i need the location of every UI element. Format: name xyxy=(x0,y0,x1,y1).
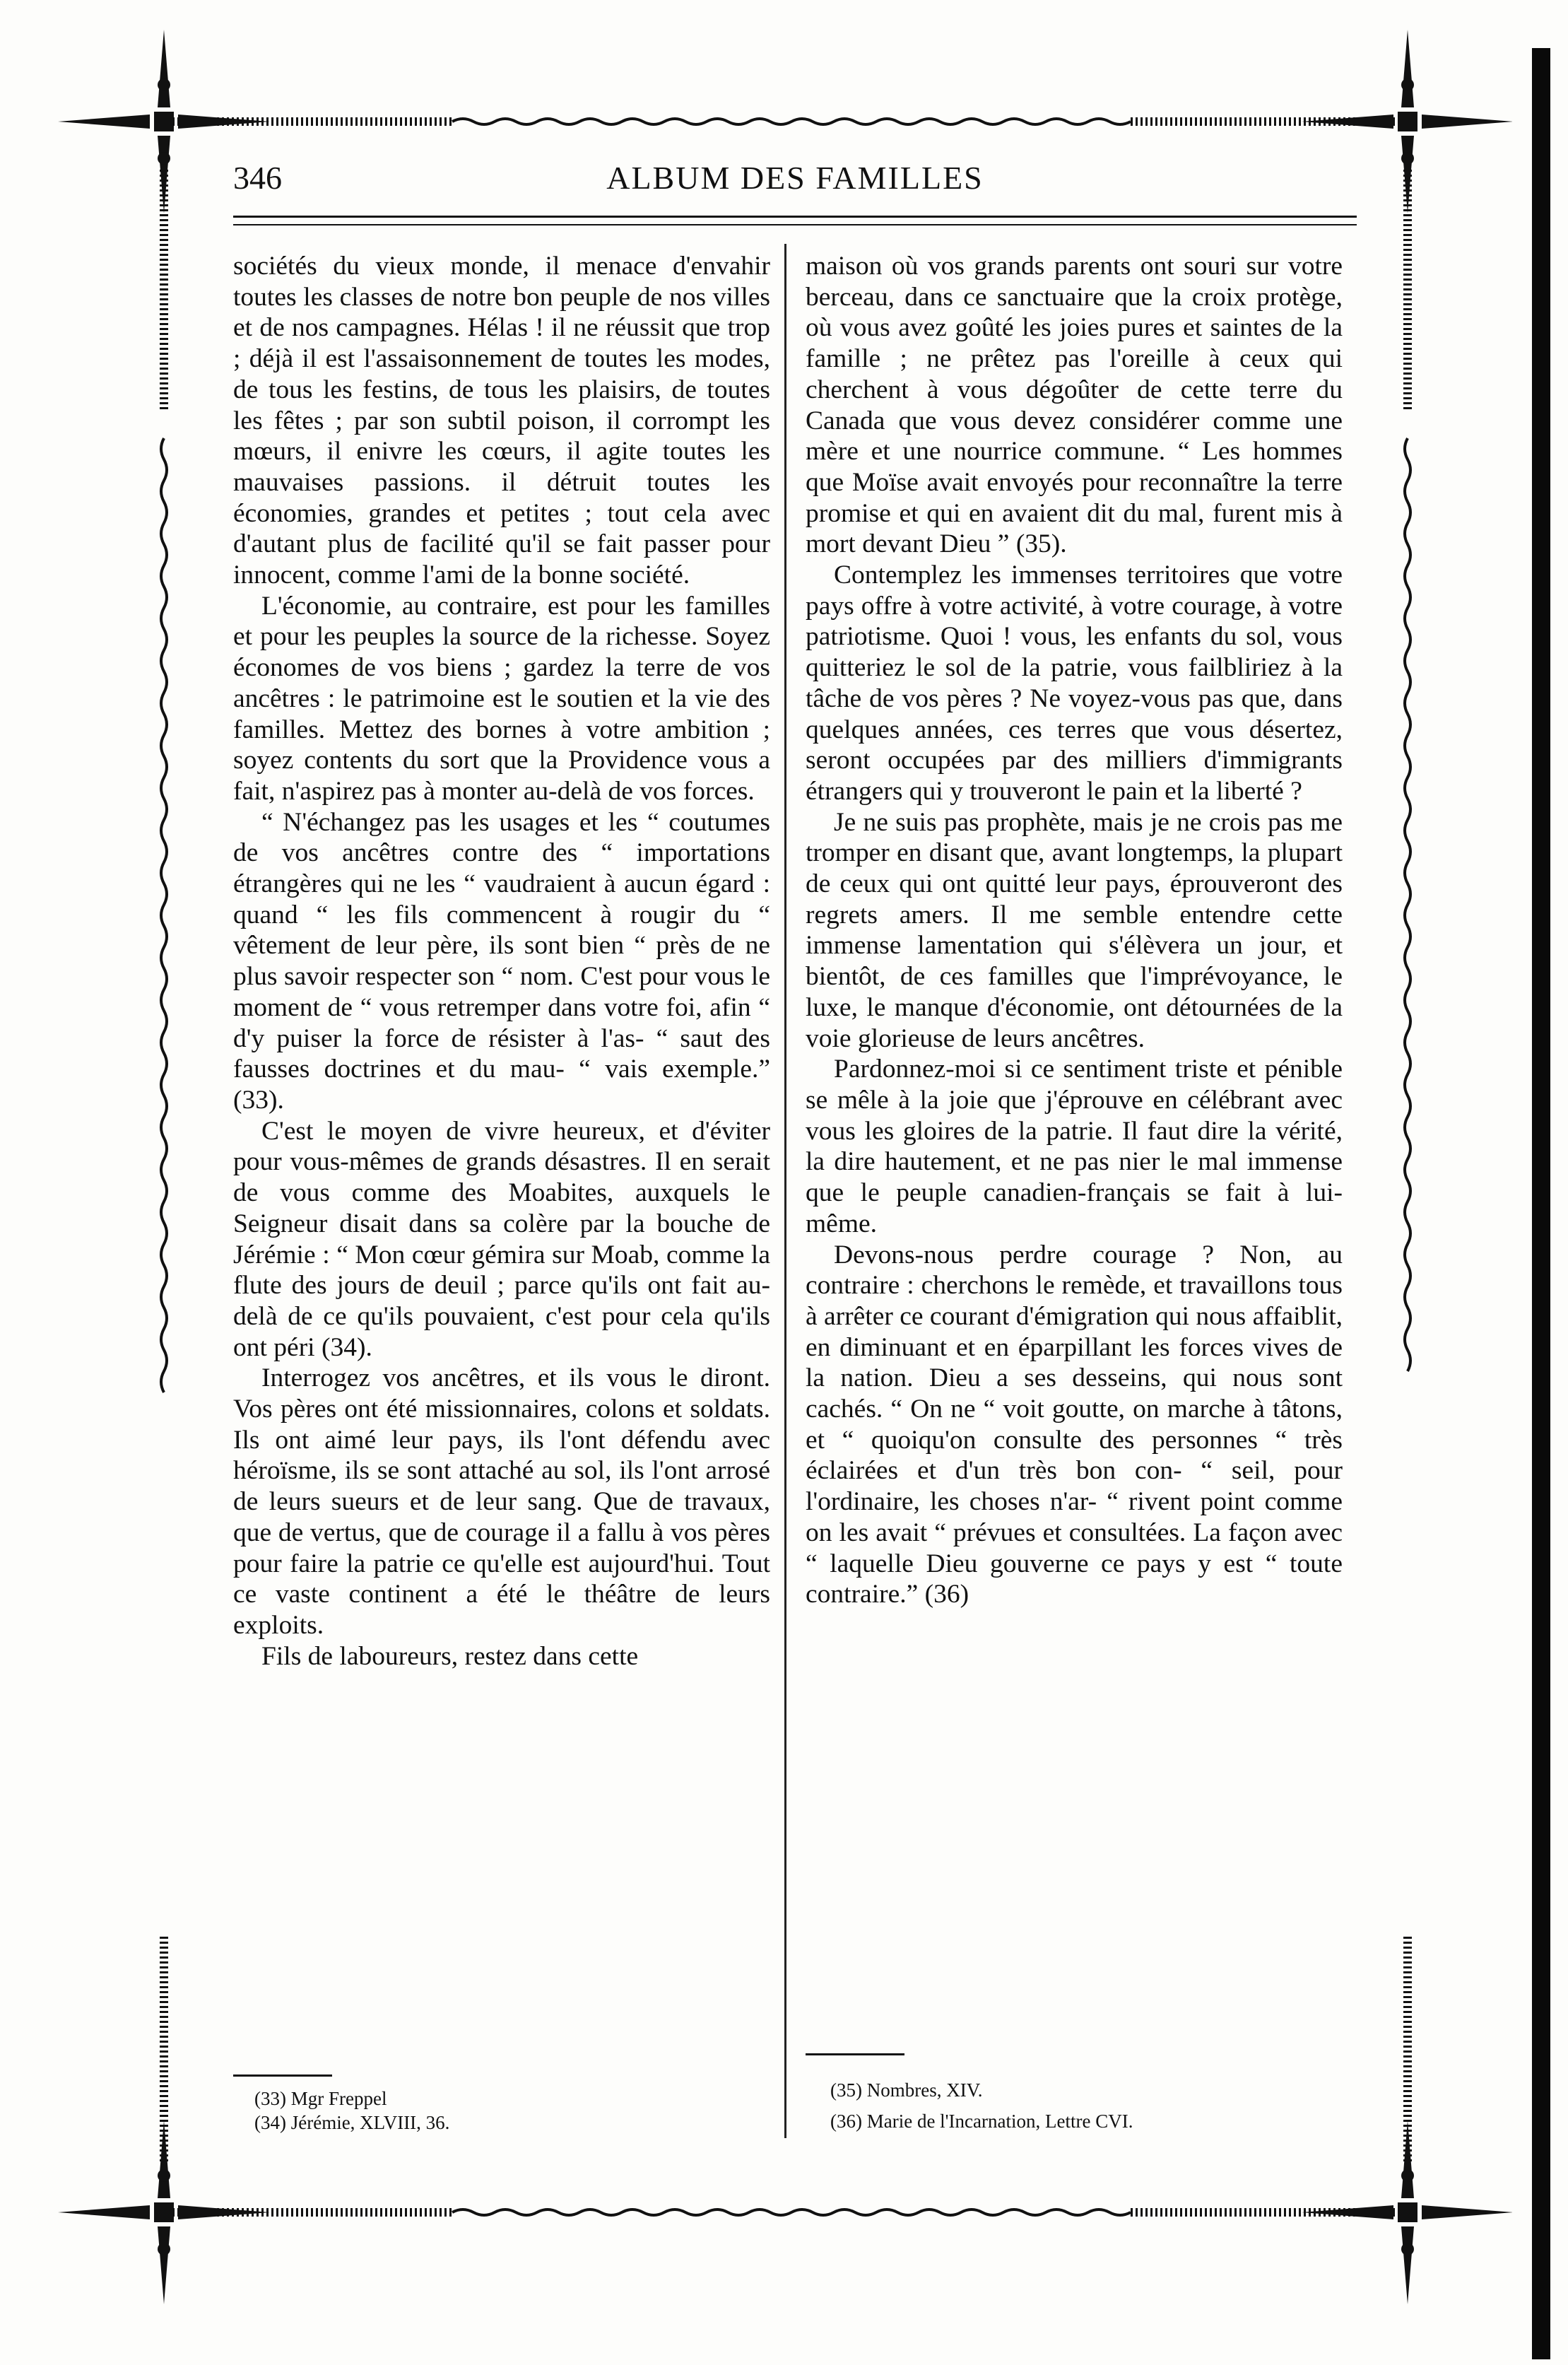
footnotes-left xyxy=(254,2087,449,2135)
footnote-35: (35) Nombres, XIV. xyxy=(830,2079,983,2101)
top-border-rule xyxy=(163,119,1406,124)
corner-ornament-bottom-right xyxy=(1302,2120,1512,2304)
paragraph: L'économie, au contraire, est pour les familles et pour les peuples la source de la richesse. Soyez économes de vos biens ; gardez la terre de vos ancêtres : le patrimoine est le soutien et la vie des familles. Mettez des bornes à votre ambition ; soyez contents du sort que la Providence vous a fait, n'aspirez pas à monter au-delà de vos forces. xyxy=(233,591,770,806)
paragraph: sociétés du vieux monde, il menace d'envahir toutes les classes de notre bon peuple de nos villes et de nos campagnes. Hélas ! il ne réussit que trop ; déjà il est l'assaisonnement de toutes les modes, de tous les festins, de tous les plaisirs, de toutes les fêtes ; par son subtil poison, il corrompt les mœurs, il enivre les cœurs, il agite toutes les mauvaises passions. il détruit toutes les économies, grandes et petites ; tout cela avec d'autant plus de facilité qu'il se fait passer pour innocent, comme l'ami de la bonne société. xyxy=(233,252,770,590)
right-text-column xyxy=(806,251,1343,2067)
paragraph: Fils de laboureurs, restez dans cette xyxy=(261,1641,639,1671)
header-double-rule xyxy=(233,216,1357,225)
footnote-33: (33) Mgr Freppel xyxy=(254,2088,387,2109)
footnotes-right xyxy=(830,2074,1133,2137)
paragraph: C'est le moyen de vivre heureux, et d'éviter pour vous-mêmes de grands désastres. Il en serait de vous comme des Moabites, auxquels le Seigneur disait dans sa colère par la bouche de Jérémie : “ Mon cœur gémira sur Moab, comme la flute des jours de deuil ; parce qu'ils ont fait au-delà de ce qu'ils pouvaient, c'est pour cela qu'ils ont péri (34). xyxy=(233,1116,770,1362)
quotation-paragraph: “ N'échangez pas les usages et les “ coutumes de vos ancêtres contre des “ importations étrangères qui ne les “ vaudraient à aucun égard : quand “ les fils commencent à rougir du “ vêtement de leur père, ils sont bien “ près de ne plus savoir respecter son “ nom. C'est pour vous le moment de “ vous retremper dans votre foi, afin “ d'y puiser la force de résister à l'as- “ saut des fausses doctrines et du mau- “ vais exemple.” (33). xyxy=(233,807,770,1115)
paragraph: Devons-nous perdre courage ? Non, au contraire : cherchons le remède, et travaillons tous à arrêter ce courant d'émigration qui nous affaiblit, en diminuant et en éparpillant les forces vives de la nation. Dieu a ses desseins, qui nous sont cachés. “ On ne “ voit goutte, on marche à tâtons, et “ quoiqu'on consulte des personnes “ très éclairées et d'un très bon con- “ seil, pour l'ordinaire, les choses n'ar- “ rivent point comme on les avait “ prévues et consultées. La façon avec “ laquelle Dieu gouverne ce pays y est “ toute contraire.” (36) xyxy=(806,1240,1343,1609)
paragraph: Pardonnez-moi si ce sentiment triste et pénible se mêle à la joie que j'éprouve en célébrant avec vous les gloires de la patrie. Il faut dire la vérité, la dire hautement, et ne pas nier le mal immense que le peuple canadien-français se fait à lui-même. xyxy=(806,1055,1343,1238)
paragraph: maison où vos grands parents ont souri sur votre berceau, dans ce sanctuaire que la croix protège, où vous avez goûté les joies pures et saintes de la famille ; ne prêtez pas l'oreille à ceux qui cherchent à vous dégoûter de cette terre du Canada que vous devez considérer comme une mère et une nourrice commune. “ Les hommes que Moïse avait envoyés pour reconnaître la terre promise et qui en avaient dit du mal, furent mis à mort devant Dieu ” (35). xyxy=(806,252,1343,559)
left-text-column xyxy=(233,251,770,2067)
footnote-rule-right xyxy=(806,2053,904,2055)
running-title: ALBUM DES FAMILLES xyxy=(606,160,984,196)
right-border-rule xyxy=(1405,170,1410,2163)
footnote-rule-left xyxy=(233,2074,332,2077)
bottom-border-rule xyxy=(163,2210,1406,2215)
left-border-rule xyxy=(161,170,167,2163)
paragraph: Interrogez vos ancêtres, et ils vous le diront. Vos pères ont été missionnaires, colons et soldats. Ils ont aimé leur pays, ils l'ont défendu avec héroïsme, ils se sont attaché au sol, ils l'ont arrosé de leurs sueurs et de leur sang. Que de travaux, que de vertus, que de courage il a fallu à vos pères pour faire la patrie ce qu'elle est aujourd'hui. Tout ce vaste continent a été le théâtre de leurs exploits. xyxy=(233,1363,770,1640)
page-header xyxy=(233,159,1357,209)
footnote-36: (36) Marie de l'Incarnation, Lettre CVI. xyxy=(830,2111,1133,2132)
footnote-34: (34) Jérémie, XLVIII, 36. xyxy=(254,2112,450,2133)
book-spine-shadow xyxy=(1532,48,1550,2359)
column-separator xyxy=(784,244,786,2138)
paragraph: Contemplez les immenses territoires que votre pays offre à votre activité, à votre courage, à votre patriotisme. Quoi ! vous, les enfants du sol, vous quitteriez le sol de la patrie, vous failbliriez à la tâche de vos pères ? Ne voyez-vous pas que, dans quelques années, ces terres que vous désertez, seront occupées par des milliers d'immigrants étrangers qui y trouveront le pain et la liberté ? xyxy=(806,561,1343,806)
page-number: 346 xyxy=(233,160,282,196)
corner-ornament-bottom-left xyxy=(58,2120,270,2304)
paragraph: Je ne suis pas prophète, mais je ne crois pas me tromper en disant que, avant longtemps, la plupart de ceux qui ont quitté leur pays, éprouveront des regrets amers. Il me semble entendre cette immense lamentation qui s'élèvera un jour, et bientôt, de ces familles que l'imprévoyance, le luxe, le manque d'économie, ont détournées de la voie glorieuse de leurs ancêtres. xyxy=(806,807,1343,1053)
